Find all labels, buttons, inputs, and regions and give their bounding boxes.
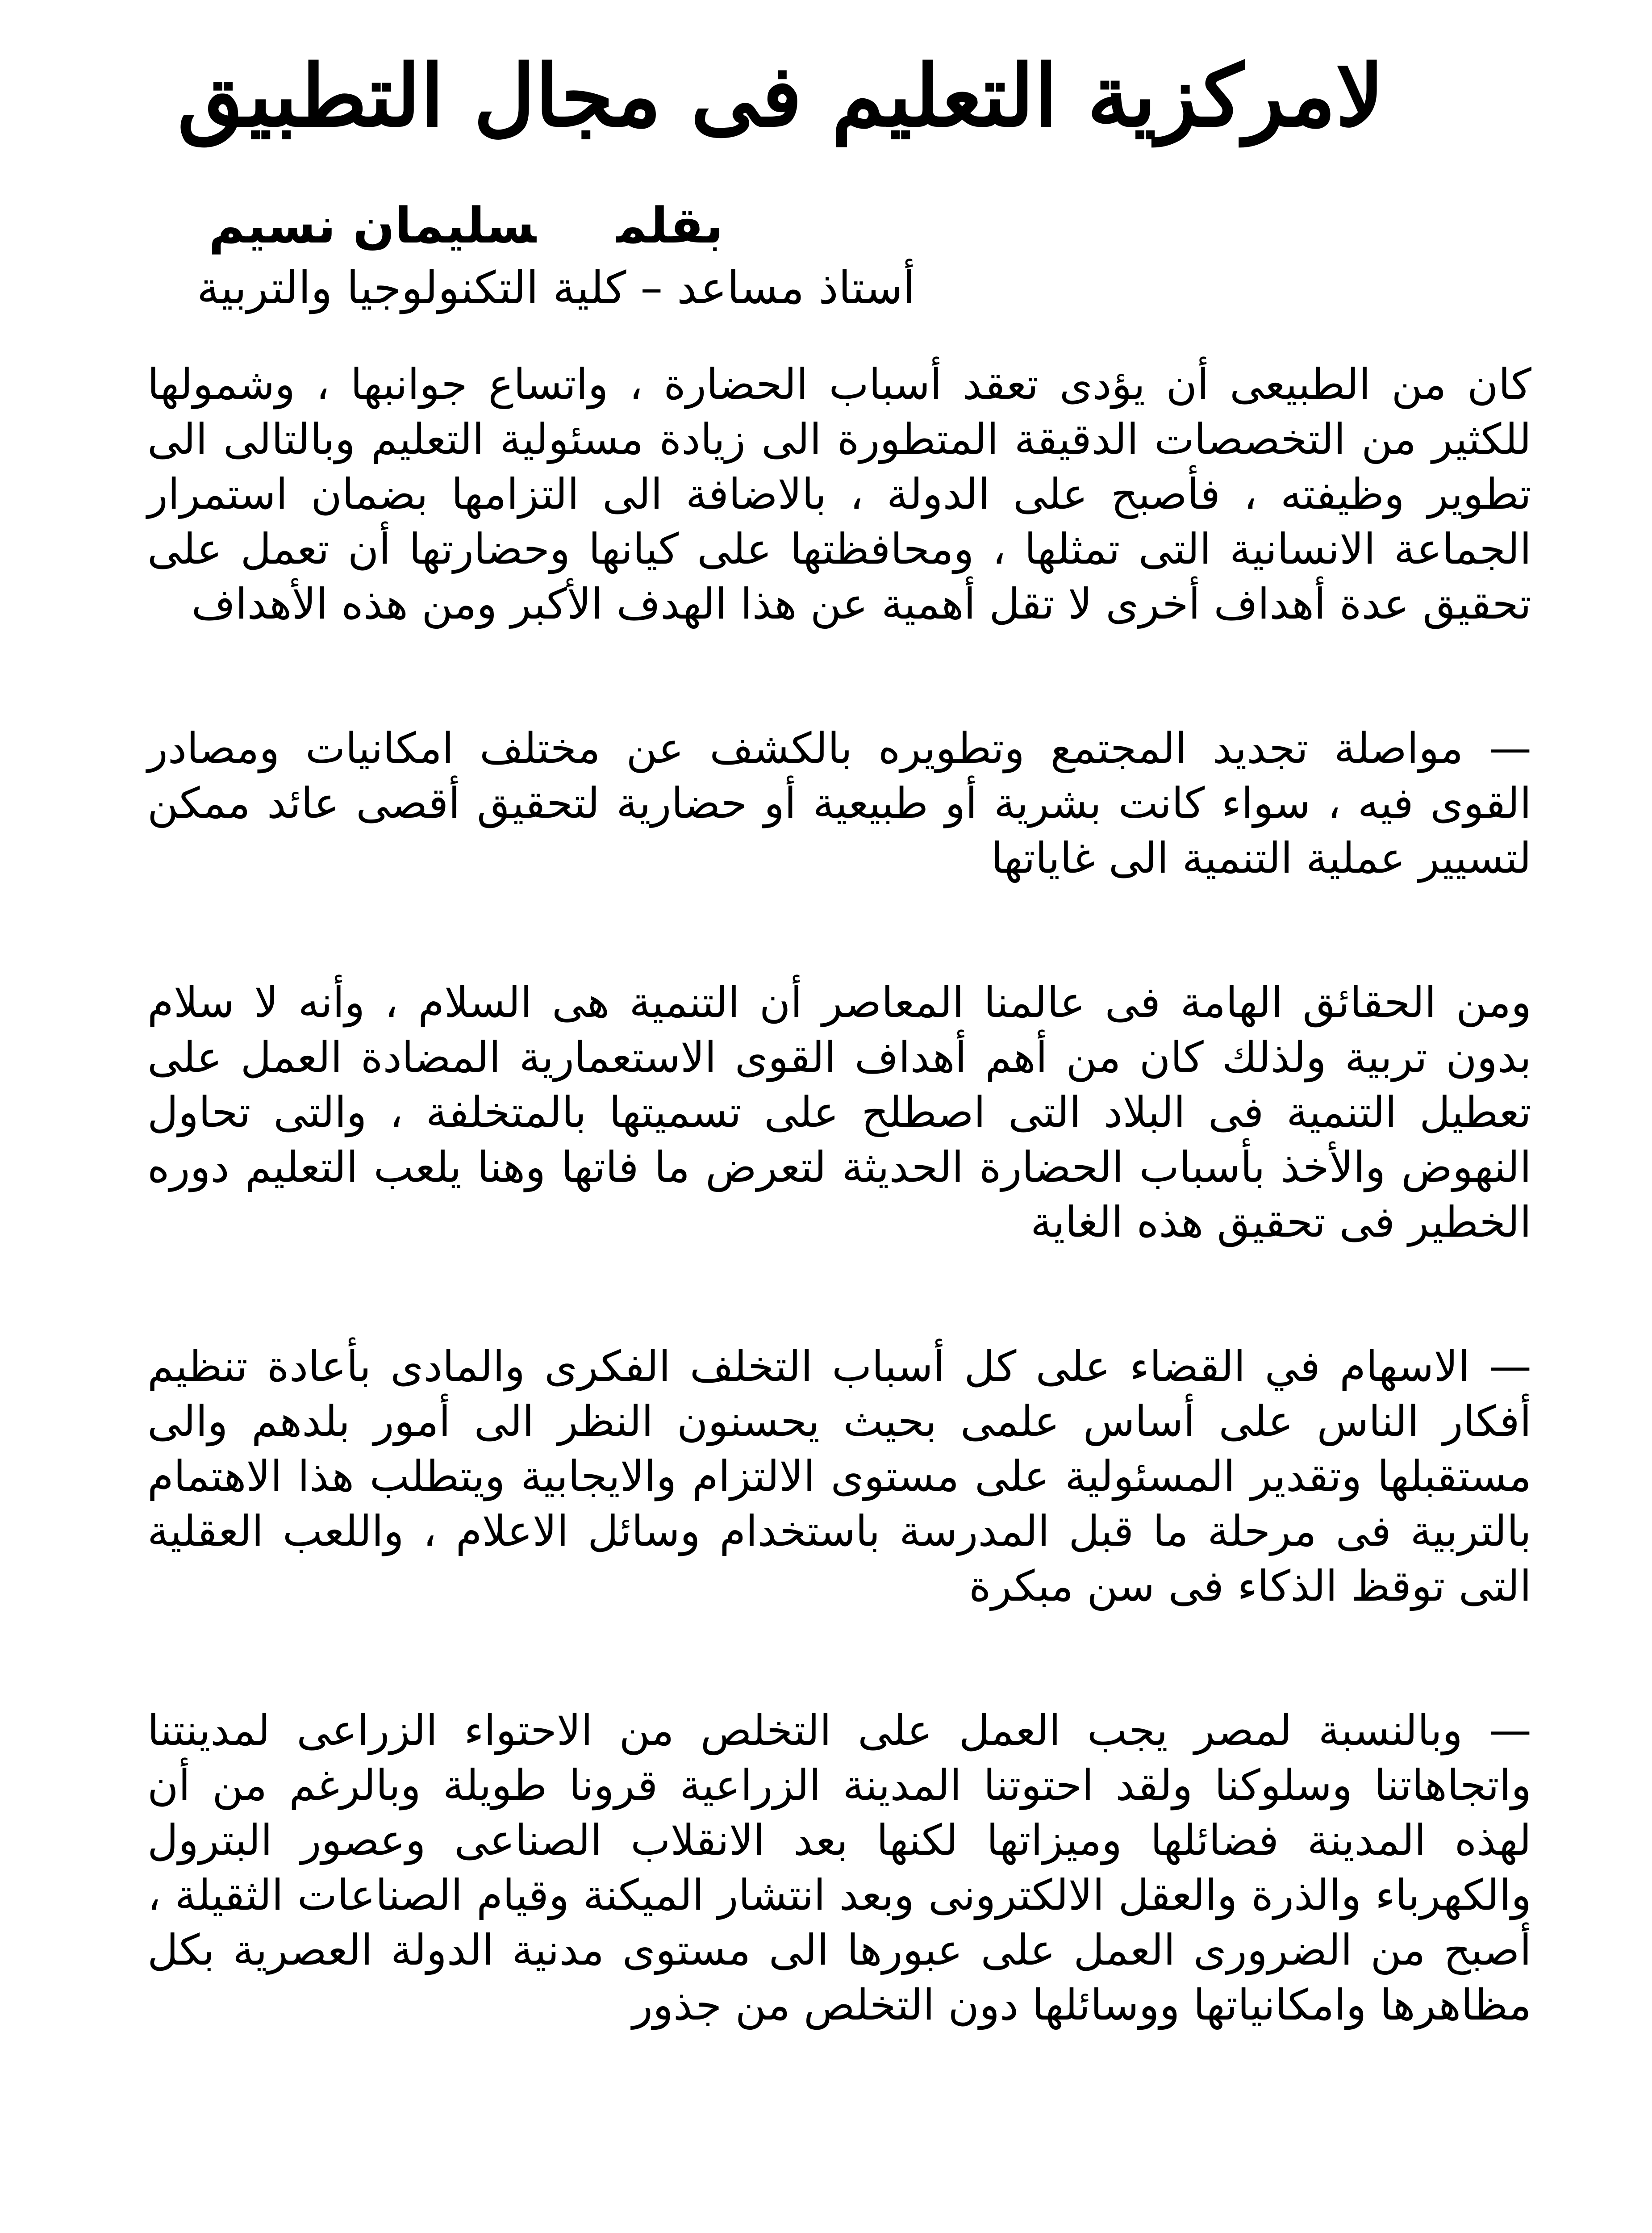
author-affiliation: أستاذ مساعد – كلية التكنولوجيا والتربية	[196, 262, 915, 314]
paragraph-goal-agrarian: — وبالنسبة لمصر يجب العمل على التخلص من الاحتواء الزراعى لمدينتنا واتجاهاتنا وسلوكنا ولقد احتوتنا المدينة الزراعية قرونا طويلة وبالرغم من أن لهذه المدينة فضائلها وميزاتها لكنها بعد الانقلاب الصناعى وعصور البترول والكهرباء والذرة والعقل الالكترونى وبعد انتشار الميكنة وقيام الصناعات الثقيلة ، أصبح من الضرورى العمل على عبورها الى مستوى مدنية الدولة العصرية بكل مظاهرها وامكانياتها ووسائلها دون التخلص من جذور	[147, 1706, 1531, 2030]
paragraph-development-peace: ومن الحقائق الهامة فى عالمنا المعاصر أن التنمية هى السلام ، وأنه لا سلام بدون تربية ولذلك كان من أهم أهداف القوى الاستعمارية المضادة العمل على تعطيل التنمية فى البلاد التى اصطلح على تسميتها بالمتخلفة ، والتى تحاول النهوض والأخذ بأسباب الحضارة الحديثة لتعرض ما فاتها وهنا يلعب التعليم دوره الخطير فى تحقيق هذه الغاية	[147, 978, 1531, 1247]
article-title: لامركزية التعليم فى مجال التطبيق	[177, 46, 1384, 146]
paragraph-intro: كان من الطبيعى أن يؤدى تعقد أسباب الحضارة ، واتساع جوانبها ، وشمولها للكثير من التخصصات الدقيقة المتطورة الى زيادة مسئولية التعليم وبالتالى الى تطوير وظيفته ، فأصبح على الدولة ، بالاضافة الى التزامها بضمان استمرار الجماعة الانسانية التى تمثلها ، ومحافظتها على كيانها وحضارتها أن تعمل على تحقيق عدة أهداف أخرى لا تقل أهمية عن هذا الهدف الأكبر ومن هذه الأهداف	[147, 360, 1531, 629]
article-body	[147, 357, 1531, 2122]
paragraph-goal-renewal: — مواصلة تجديد المجتمع وتطويره بالكشف عن مختلف امكانيات ومصادر القوى فيه ، سواء كانت بشرية أو طبيعية أو حضارية لتحقيق أقصى عائد ممكن لتسيير عملية التنمية الى غاياتها	[147, 724, 1531, 883]
by-label: بقلم	[616, 197, 723, 254]
author-name: سليمان نسيم	[209, 197, 536, 254]
paragraph-goal-backwardness: — الاسهام في القضاء على كل أسباب التخلف الفكرى والمادى بأعادة تنظيم أفكار الناس على أساس علمى بحيث يحسنون النظر الى أمور بلدهم والى مستقبلها وتقدير المسئولية على مستوى الالتزام والايجابية ويتطلب هذا الاهتمام بالتربية فى مرحلة ما قبل المدرسة باستخدام وسائل الاعلام ، واللعب العقلية التى توقظ الذكاء فى سن مبكرة	[147, 1342, 1531, 1611]
